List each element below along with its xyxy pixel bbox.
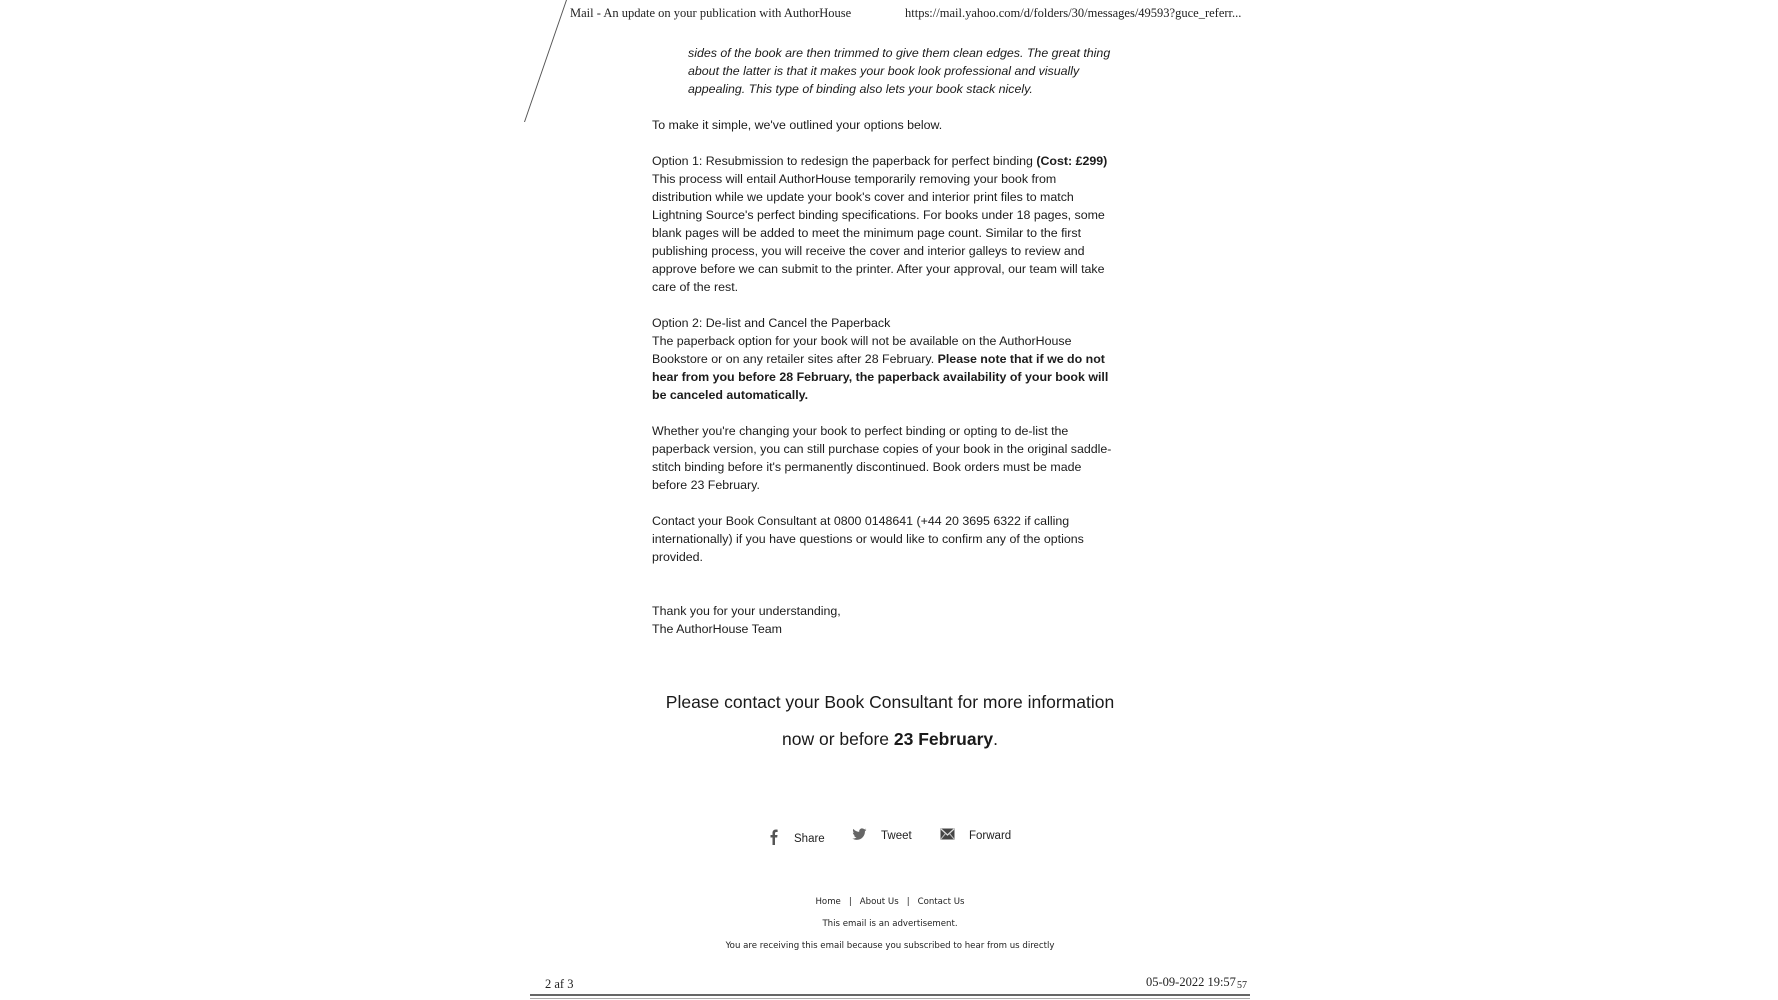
- text-line: Contact your Book Consultant at 0800 0148641 (+44 20 3695 6322 if calling: [652, 514, 1070, 528]
- option1-cost: (Cost: £299): [1036, 154, 1108, 168]
- signature: The AuthorHouse Team: [652, 622, 782, 636]
- ad-notice: This email is an advertisement.: [822, 919, 958, 929]
- text-line: care of the rest.: [652, 280, 739, 294]
- cta-line1: Please contact your Book Consultant for more information: [665, 692, 1115, 712]
- option2-section: [652, 314, 1152, 404]
- footer-separator: |: [848, 897, 852, 907]
- text-line: blank pages will be added to meet the minimum page count. Similar to the first: [652, 226, 1082, 240]
- print-header-url: https://mail.yahoo.com/d/folders/30/messages/49593?guce_referr...: [905, 6, 1242, 20]
- cta-suffix: .: [993, 729, 998, 749]
- signoff: [652, 602, 1132, 638]
- warning-text: be canceled automatically.: [652, 388, 809, 402]
- signoff-line: Thank you for your understanding,: [652, 604, 841, 618]
- cta-deadline: 23 February: [893, 729, 994, 749]
- option2-heading: Option 2: De-list and Cancel the Paperback: [652, 316, 891, 330]
- text-line: paperback version, you can still purchase copies of your book in the original saddle-: [652, 442, 1112, 456]
- page-number: 2 af 3: [545, 977, 574, 991]
- print-header-title: Mail - An update on your publication with AuthorHouse: [570, 6, 852, 20]
- text-line: Whether you're changing your book to perfect binding or opting to de-list the: [652, 424, 1069, 438]
- text-line: This process will entail AuthorHouse temporarily removing your book from: [652, 172, 1057, 186]
- subscription-notice: You are receiving this email because you subscribed to hear from us directly: [725, 941, 1055, 951]
- contact-paragraph: [652, 512, 1152, 566]
- warning-text: Please note that if we do not: [937, 352, 1105, 366]
- text-span: Bookstore or on any retailer sites after 28 February.: [652, 352, 935, 366]
- footer-links: [640, 897, 1140, 907]
- footer-separator: |: [906, 897, 910, 907]
- cta-prefix: now or before: [782, 729, 890, 749]
- text-line: The paperback option for your book will not be available on the AuthorHouse: [652, 334, 1072, 348]
- tweet-link[interactable]: [852, 828, 912, 844]
- text-line: about the latter is that it makes your book look professional and visually: [688, 64, 1080, 78]
- text-line: provided.: [652, 550, 703, 564]
- page-bottom-rule: [530, 998, 1250, 999]
- text-line: Lightning Source's perfect binding specifications. For books under 18 pages, some: [652, 208, 1105, 222]
- cta-line2: [640, 729, 1140, 750]
- footer-link-contact[interactable]: Contact Us: [917, 897, 965, 907]
- text-line: appealing. This type of binding also lets your book stack nicely.: [688, 82, 1033, 96]
- purchase-paragraph: [652, 422, 1152, 494]
- footer-link-home[interactable]: Home: [815, 897, 841, 907]
- text-line: before 23 February.: [652, 478, 760, 492]
- option1-section: [652, 152, 1152, 296]
- text-line: stitch binding before it's permanently discontinued. Book orders must be made: [652, 460, 1082, 474]
- print-trailing-mark: 57: [1237, 980, 1247, 991]
- option1-title: Option 1: Resubmission to redesign the paperback for perfect binding: [652, 154, 1033, 168]
- text-line: internationally) if you have questions or would like to confirm any of the options: [652, 532, 1084, 546]
- text-line: approve before we can submit to the printer. After your approval, our team will take: [652, 262, 1105, 276]
- share-link[interactable]: [768, 828, 825, 849]
- forward-label: Forward: [969, 829, 1012, 842]
- print-datestamp: 05-09-2022 19:57: [1146, 975, 1236, 989]
- option1-heading: [652, 152, 1152, 170]
- text-line: distribution while we update your book's cover and interior print files to match: [652, 190, 1074, 204]
- page-bottom-rule: [530, 994, 1250, 996]
- binding-description: [688, 44, 1148, 98]
- text-line: sides of the book are then trimmed to give them clean edges. The great thing: [688, 46, 1111, 60]
- warning-text: hear from you before 28 February, the paperback availability of your book will: [652, 370, 1109, 384]
- footer-link-about[interactable]: About Us: [859, 897, 899, 907]
- tweet-label: Tweet: [881, 830, 912, 842]
- text-line: publishing process, you will receive the cover and interior galleys to review and: [652, 244, 1085, 258]
- share-label: Share: [794, 832, 825, 845]
- forward-link[interactable]: [940, 828, 1011, 843]
- mail-icon: [940, 828, 955, 843]
- intro-text: To make it simple, we've outlined your options below.: [652, 118, 943, 132]
- text-line: [652, 350, 1152, 368]
- facebook-icon: [768, 828, 780, 849]
- twitter-icon: [852, 828, 867, 844]
- page-edge-line: [524, 0, 567, 122]
